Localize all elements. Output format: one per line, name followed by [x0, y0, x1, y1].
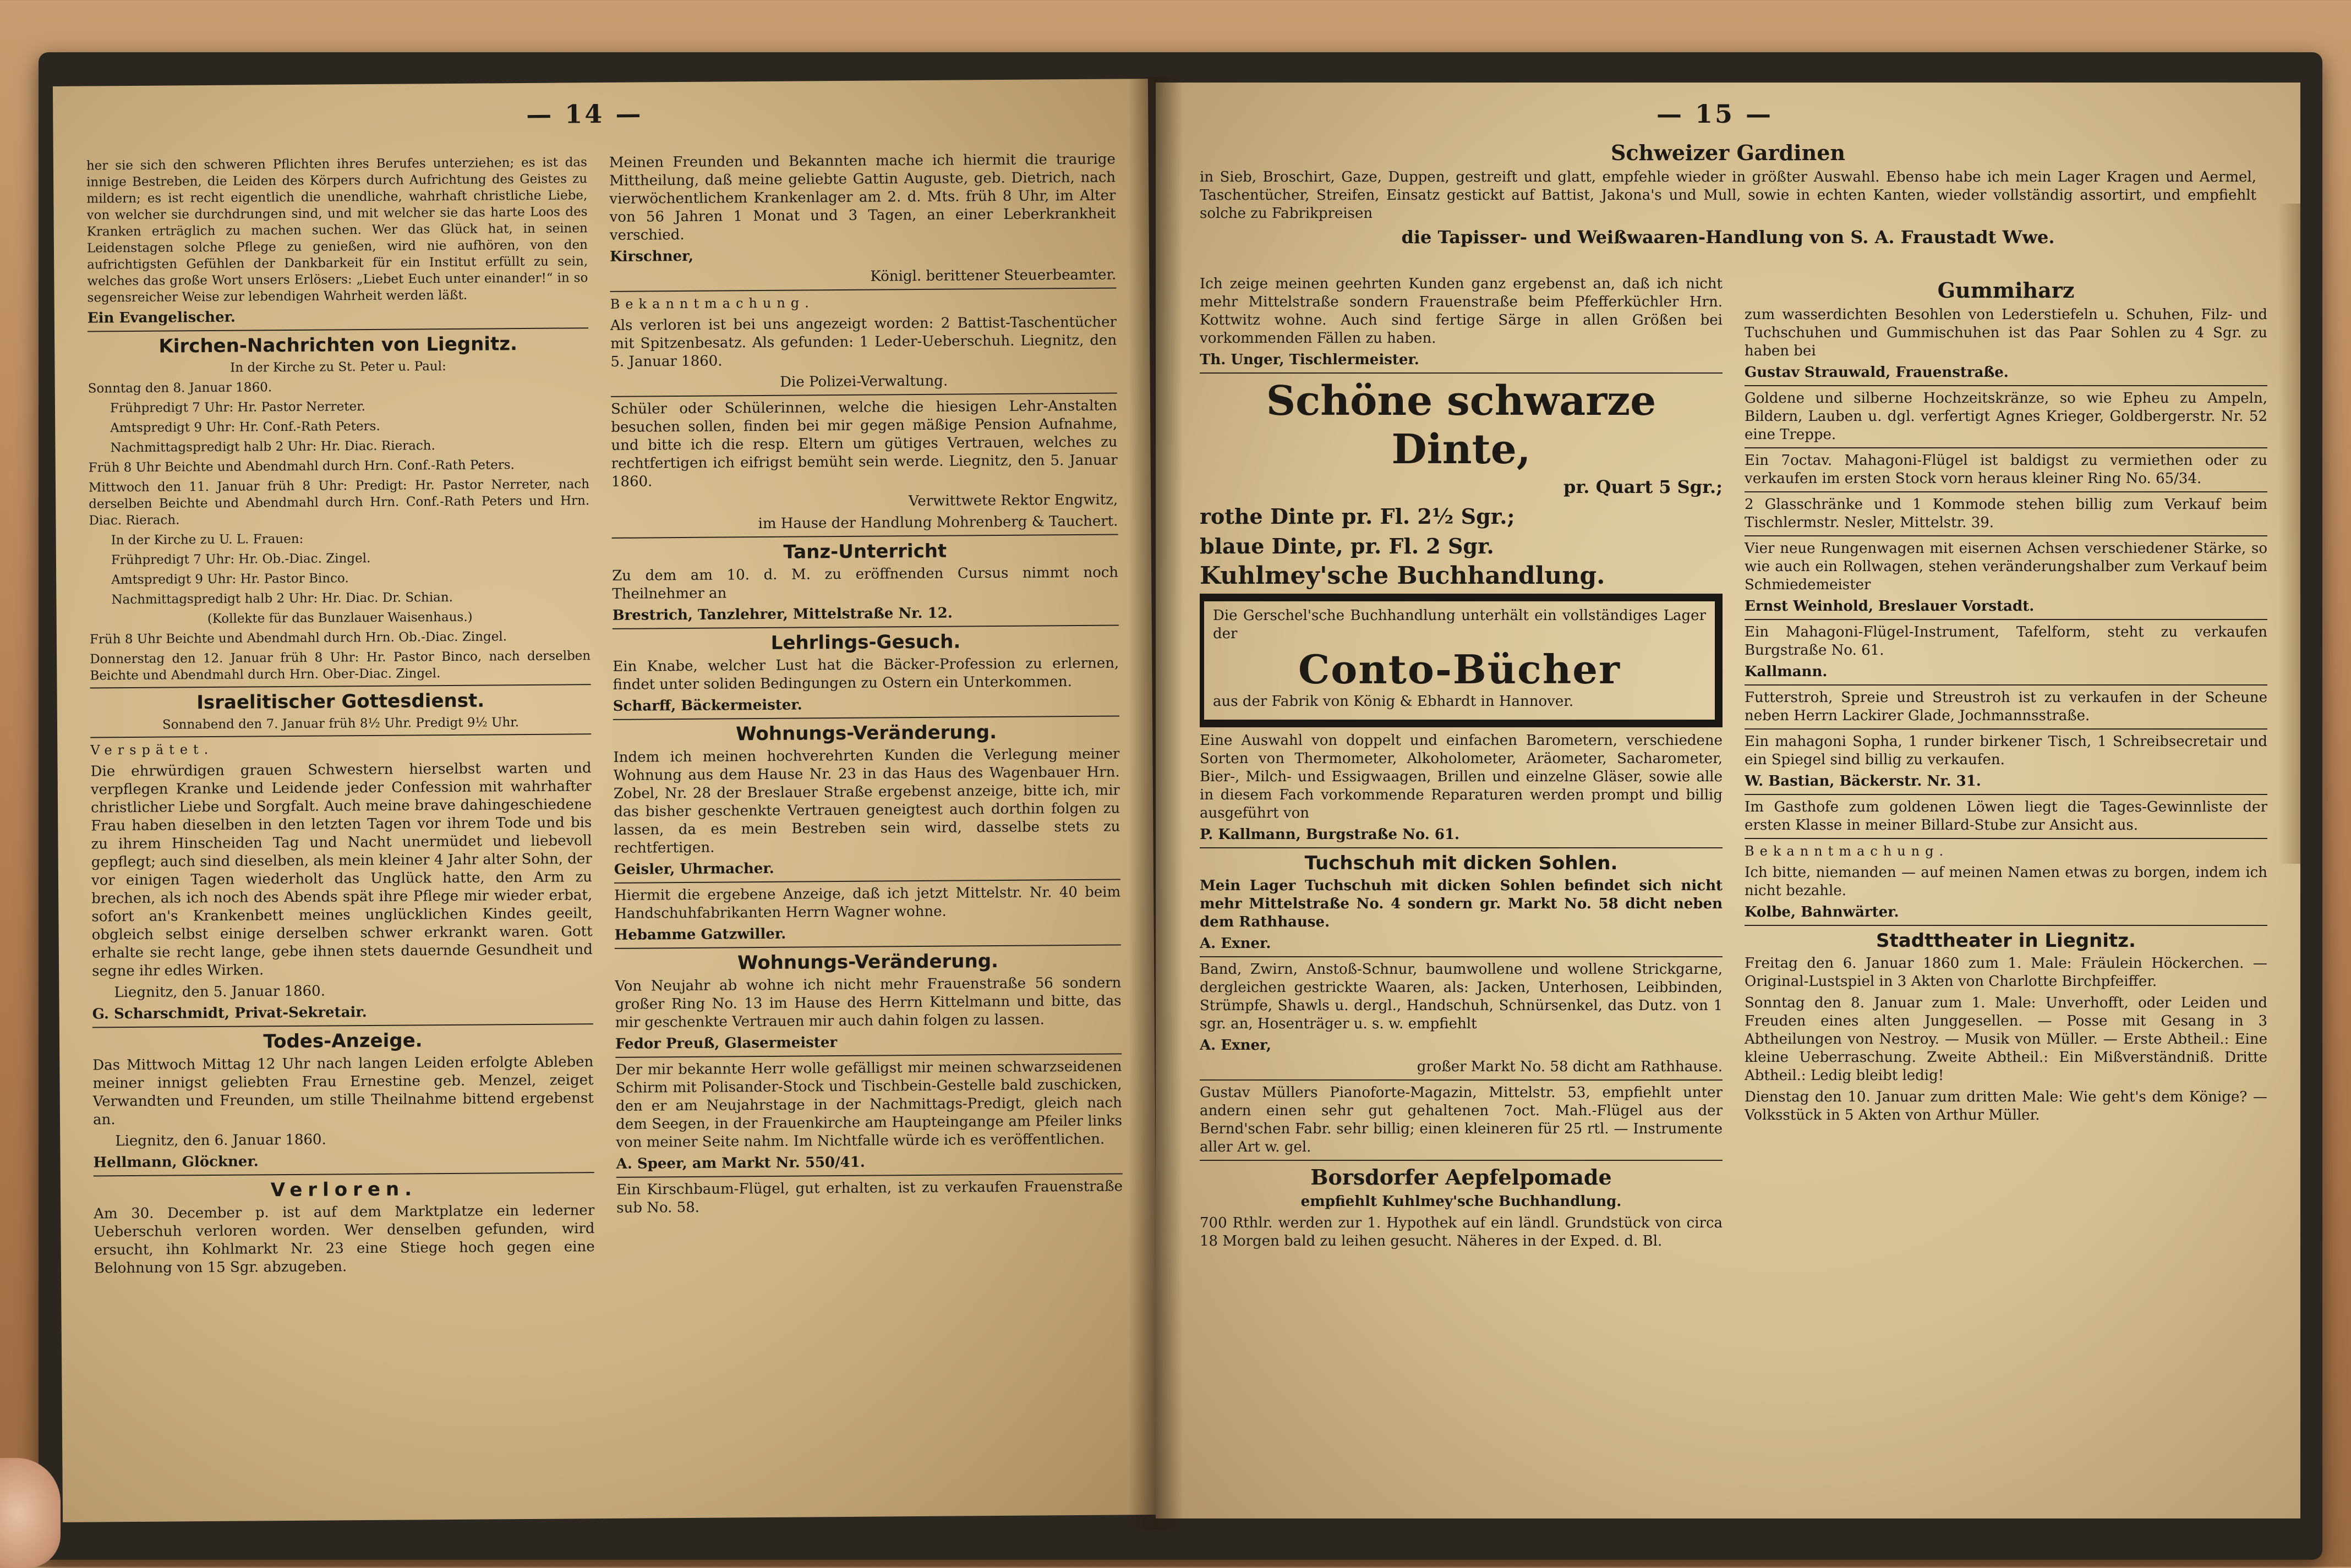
- page-edge: [2278, 204, 2300, 864]
- advert-headline: Schöne schwarze Dinte,: [1266, 377, 1656, 473]
- signature-address: großer Markt No. 58 dicht am Rathhause.: [1417, 1059, 1723, 1075]
- signature: Gustav Strauwald, Frauenstraße.: [1745, 364, 2009, 381]
- signature: die Tapisser- und Weißwaaren-Handlung von S. A. Fraustadt Wwe.: [1401, 227, 2055, 248]
- right-page: [1156, 83, 2300, 1518]
- divider: [88, 327, 588, 332]
- left-column-2: [609, 151, 1123, 1221]
- divider: [1745, 447, 2267, 448]
- signature: W. Bastian, Bäckerstr. Nr. 31.: [1745, 773, 1981, 790]
- signature: Ein Evangelischer.: [87, 309, 236, 327]
- signature: Scharff, Bäckermeister.: [613, 697, 802, 715]
- divider: [611, 392, 1117, 397]
- boxed-advert: [1200, 594, 1723, 727]
- list-item: Amtspredigt 9 Uhr: Hr. Conf.-Rath Peters.: [110, 419, 380, 436]
- signature: Kallmann.: [1745, 664, 1828, 680]
- divider: [612, 534, 1118, 538]
- divider: [92, 1023, 593, 1028]
- divider: [1745, 385, 2267, 386]
- paragraph: Band, Zwirn, Anstoß-Schnur, baumwollene und wollene Strickgarne, dergleichen gestrickte Waaren, als: Jacken, Unterhosen, Leibbinden, Strümpfe, Shawls u. dergl., Handschuh, Schnürsenkel, das Dutz. von 1 sgr. an, Hosenträger u. s. w. empfiehlt: [1200, 961, 1723, 1032]
- date-line: Liegnitz, den 5. Januar 1860.: [114, 983, 326, 1001]
- left-page: [53, 79, 1158, 1522]
- paragraph: Vier neue Rungenwagen mit eisernen Achsen verschiedener Stärke, so wie auch ein Rollwagen, stehen veränderungshalber zum Verkauf beim Schmiedemeister: [1745, 540, 2267, 593]
- list-item: Amtspredigt 9 Uhr: Hr. Pastor Binco.: [111, 571, 349, 588]
- paragraph: Schüler oder Schülerinnen, welche die hiesigen Lehr-Anstalten besuchen sollen, finden bei mir gegen mäßige Pension Aufnahme, und bitte ich die resp. Eltern um gütiges Vertrauen, welches zu rechtfertigen ich eifrigst bemüht sein werde. Liegnitz, den 5. Januar 1860.: [610, 397, 1118, 490]
- paragraph: 700 Rthlr. werden zur 1. Hypothek auf ein ländl. Grundstück von circa 18 Morgen bald zu leihen gesucht. Näheres in der Exped. d. Bl.: [1200, 1215, 1723, 1249]
- divider: [1745, 794, 2267, 795]
- paragraph: Hiermit die ergebene Anzeige, daß ich jetzt Mittelstr. Nr. 40 beim Handschuhfabrikanten Herrn Wagner wohne.: [614, 884, 1121, 922]
- divider: [1200, 1079, 1723, 1081]
- divider: [1745, 838, 2267, 839]
- right-top-banner: [1200, 138, 2256, 251]
- divider: [1745, 491, 2267, 492]
- paragraph: Ein Knabe, welcher Lust hat die Bäcker-Profession zu erlernen, findet unter soliden Bedingungen zu Ostern ein Unterkommen.: [613, 655, 1119, 693]
- heading: Kirchen-Nachrichten von Liegnitz.: [158, 333, 518, 358]
- signature: A. Exner,: [1200, 1037, 1271, 1054]
- paragraph: Ich bitte, niemanden — auf meinen Namen etwas zu borgen, indem ich nicht bezahle.: [1745, 864, 2267, 899]
- paragraph: Ein Mahagoni-Flügel-Instrument, Tafelform, steht zu verkaufen Burgstraße No. 61.: [1745, 624, 2267, 659]
- paragraph: Meinen Freunden und Bekannten mache ich hiermit die traurige Mittheilung, daß meine geliebte Gattin Auguste, geb. Dietrich, nach vierwöchentlichem Krankenlager am 2. d. Mts. früh 8 Uhr, im Alter von 56 Jahren 1 Monat und 3 Tagen, an einer Leberkrankheit verschied.: [609, 151, 1116, 244]
- list-item: Nachmittagspredigt halb 2 Uhr: Hr. Diac. Rierach.: [110, 438, 435, 456]
- paragraph: Im Gasthofe zum goldenen Löwen liegt die Tages-Gewinnliste der ersten Klasse in meiner Billard-Stube zur Ansicht aus.: [1745, 799, 2267, 834]
- signature: G. Scharschmidt, Privat-Sekretair.: [92, 1004, 367, 1023]
- right-column-1: [1200, 275, 1723, 1254]
- paragraph: Der mir bekannte Herr wolle gefälligst mir meinen schwarzseidenen Schirm mit Polisander-Stock und Tischbein-Gestelle bald zuschicken, den er am Neujahrstage in der Nachmittags-Predigt, gleich nach dem Seegen, in der Frauenkirche am Haupteingange am Pfeiler links von meiner Seite nahm. Im Nichtfalle würde ich es veröffentlichen.: [615, 1058, 1123, 1151]
- heading: Tuchschuh mit dicken Sohlen.: [1304, 852, 1618, 874]
- heading: Borsdorfer Aepfelpomade: [1310, 1165, 1612, 1189]
- divider: [1745, 684, 2267, 686]
- signature: Kolbe, Bahnwärter.: [1745, 904, 1899, 920]
- advert-line: rothe Dinte pr. Fl. 2½ Sgr.;: [1200, 504, 1515, 529]
- paragraph: Ein mahagoni Sopha, 1 runder birkener Tisch, 1 Schreibsecretair und ein Spiegel sind billig zu verkaufen.: [1745, 733, 2267, 768]
- date-line: Liegnitz, den 6. Januar 1860.: [115, 1131, 326, 1150]
- paragraph: Von Neujahr ab wohne ich nicht mehr Frauenstraße 56 sondern großer Ring No. 13 im Hause des Herrn Kittelmann und bitte, das mir geschenkte Vertrauen mir auch dahin folgen zu lassen.: [615, 974, 1122, 1031]
- signature: Hellmann, Glöckner.: [93, 1153, 259, 1171]
- divider: [615, 1053, 1122, 1057]
- list-item: Frühpredigt 7 Uhr: Hr. Pastor Nerreter.: [110, 399, 366, 416]
- paragraph: in Sieb, Broschirt, Gaze, Duppen, gestreift und glatt, empfehle wieder in größter Auswahl. Ebenso habe ich mein Lager Kragen und Aermel, Taschentücher, Streifen, Einsatz gestickt auf Battist, Jakona's und Mull, sowie in echten Kanten, wieder vollständig assortirt, und empfiehlt solche zu Fabrikpreisen: [1200, 169, 2256, 222]
- signature-title: im Hause der Handlung Mohrenberg & Tauchert.: [758, 513, 1118, 533]
- list-item: Früh 8 Uhr Beichte und Abendmahl durch Hrn. Conf.-Rath Peters.: [88, 458, 515, 475]
- signature-title: Königl. berittener Steuerbeamter.: [870, 266, 1117, 285]
- signature: A. Speer, am Markt Nr. 550/41.: [616, 1154, 865, 1172]
- signature: Fedor Preuß, Glasermeister: [615, 1034, 838, 1052]
- heading: Verloren.: [270, 1178, 418, 1202]
- paragraph: Die Gerschel'sche Buchhandlung unterhält ein vollständiges Lager der: [1213, 607, 1706, 642]
- signature: Th. Unger, Tischlermeister.: [1200, 352, 1419, 368]
- divider: [615, 944, 1121, 949]
- list-item: Nachmittagspredigt halb 2 Uhr: Hr. Diac. Dr. Schian.: [111, 590, 453, 607]
- heading: Israelitischer Gottesdienst.: [196, 689, 485, 714]
- signature: Hebamme Gatzwiller.: [614, 925, 786, 944]
- heading: Wohnungs-Veränderung.: [736, 721, 997, 745]
- heading: Verspätet.: [90, 741, 214, 758]
- divider: [90, 684, 591, 688]
- signature: P. Kallmann, Burgstraße No. 61.: [1200, 826, 1460, 843]
- divider: [1745, 535, 2267, 536]
- heading: Bekanntmachung.: [610, 295, 814, 312]
- signature: A. Exner.: [1200, 935, 1271, 952]
- book-gutter: [1128, 77, 1183, 1529]
- divider: [616, 1173, 1123, 1177]
- signature: empfiehlt Kuhlmey'sche Buchhandlung.: [1300, 1193, 1622, 1210]
- paragraph: zum wasserdichten Besohlen von Lederstiefeln u. Schuhen, Filz- und Tuchschuhen und Gummischuhen ist das Paar Sohlen zu 4 Sgr. zu haben bei: [1745, 306, 2267, 359]
- right-column-2: [1745, 275, 2267, 1128]
- list-item: In der Kirche zu U. L. Frauen:: [111, 531, 304, 548]
- signature: Verwittwete Rektor Engwitz,: [908, 491, 1118, 510]
- left-column-1: [86, 154, 595, 1281]
- divider: [94, 1172, 594, 1176]
- advert-line: pr. Quart 5 Sgr.;: [1563, 476, 1723, 497]
- paragraph: aus der Fabrik von König & Ebhardt in Hannover.: [1213, 693, 1574, 710]
- paragraph: Ein 7octav. Mahagoni-Flügel ist baldigst zu vermiethen oder zu verkaufen im ersten Stock vorn heraus kleiner Ring No. 65/34.: [1745, 452, 2267, 487]
- divider: [614, 879, 1120, 883]
- paragraph: Eine Auswahl von doppelt und einfachen Barometern, verschiedene Sorten von Thermometer, Alkoholometer, Aräometer, Sacharometer, Bier-, Milch- und Essigwaagen, Brillen und einzelne Gläser, sowie alle in diesem Fach vorkommende Reparaturen werden prompt und billig ausgeführt von: [1200, 732, 1723, 821]
- paragraph: Freitag den 6. Januar 1860 zum 1. Male: Fräulein Höckerchen. — Original-Lustspiel in 3 Akten von Charlotte Birchpfeiffer.: [1745, 955, 2267, 990]
- subheading: In der Kirche zu St. Peter u. Paul:: [230, 359, 446, 375]
- list-item: Frühpredigt 7 Uhr: Hr. Ob.-Diac. Zingel.: [111, 551, 371, 568]
- paragraph: Die ehrwürdigen grauen Schwestern hierselbst warten und verpflegen Kranke und Leidende jeder Confession mit wahrhafter christlicher Liebe und Sorgfalt. Auch meine brave dahingeschiedene Frau haben dieselben in den letzten Tagen vor ihrem Tode und bis zu ihrem Hinscheiden Tag und Nacht unermüdet und liebevoll gepflegt; auch sind dieselben, als mein kleiner 4 Jahr alter Sohn, der vor einigen Tagen wiederholt das Unglück hatte, den Arm zu brechen, als ich noch des Abends spät ihre Pflege mir wieder erbat, sofort an's Krankenbett meines unglücklichen Kindes geeilt, obgleich selbst einige derselben schwer erkrankt waren. Gott erhalte sie recht lange, gebe ihnen stets dauernde Gesundheit und segne ihr edles Wirken.: [90, 760, 593, 980]
- list-item: Donnerstag den 12. Januar früh 8 Uhr: Hr. Pastor Binco, nach derselben Beichte und Abendmahl durch Hrn. Ober-Diac. Zingel.: [90, 649, 591, 683]
- paragraph: Ein Kirschbaum-Flügel, gut erhalten, ist zu verkaufen Frauenstraße sub No. 58.: [616, 1178, 1123, 1216]
- paragraph: Gustav Müllers Pianoforte-Magazin, Mittelstr. 53, empfiehlt unter andern einen sehr gut gehaltenen 7oct. Mah.-Flügel aus der Bernd'schen Fabr. sehr billig; einen kleineren für 25 rtl. — Instrumente aller Art w. gel.: [1200, 1084, 1723, 1155]
- page-number: — 14 —: [526, 98, 643, 129]
- paragraph: Goldene und silberne Hochzeitskränze, so wie Epheu zu Ampeln, Bildern, Lauben u. dgl. verfertigt Agnes Krieger, Goldbergerstr. Nr. 52 eine Treppe.: [1745, 390, 2267, 443]
- divider: [613, 624, 1119, 629]
- heading: Wohnungs-Veränderung.: [737, 950, 999, 974]
- heading: Gummiharz: [1937, 278, 2075, 303]
- paragraph: 2 Glasschränke und 1 Kommode stehen billig zum Verkauf beim Tischlermstr. Nesler, Mittelstr. 39.: [1745, 496, 2267, 531]
- signature: Die Polizei-Verwaltung.: [780, 372, 948, 391]
- paragraph: Das Mittwoch Mittag 12 Uhr nach langen Leiden erfolgte Ableben meiner innigst geliebten Frau Ernestine geb. Menzel, zeiget Verwandten und Freunden, um stille Theilnahme bittend ergebenst an.: [92, 1054, 594, 1128]
- divider: [1200, 847, 1723, 848]
- paragraph: Am 30. December p. ist auf dem Marktplatze ein lederner Ueberschuh verloren worden. Wer denselben gefunden, wird ersucht, ihn Kohlmarkt Nr. 23 eine Stiege hoch gegen eine Belohnung von 15 Sgr. abzugeben.: [94, 1202, 595, 1277]
- signature: Kirschner,: [609, 248, 694, 265]
- paragraph: Zu dem am 10. d. M. zu eröffnenden Cursus nimmt noch Theilnehmer an: [612, 564, 1119, 602]
- advert-headline: Conto-Bücher: [1298, 646, 1621, 693]
- heading: Lehrlings-Gesuch.: [770, 631, 961, 654]
- divider: [613, 715, 1119, 720]
- divider: [1200, 1160, 1723, 1161]
- divider: [1745, 619, 2267, 620]
- divider: [1745, 925, 2267, 926]
- heading: Tanz-Unterricht: [783, 540, 947, 563]
- advert-line: blaue Dinte, pr. Fl. 2 Sgr.: [1200, 534, 1494, 558]
- page-number: — 15 —: [1656, 99, 1774, 129]
- list-item: Sonntag den 8. Januar 1860.: [88, 380, 272, 396]
- paragraph: Dienstag den 10. Januar zum dritten Male: Wie geht's dem Könige? — Volksstück in 5 Akten von Arthur Müller.: [1745, 1089, 2267, 1123]
- signature: Ernst Weinhold, Breslauer Vorstadt.: [1745, 598, 2035, 615]
- divider: [1200, 956, 1723, 957]
- signature: Brestrich, Tanzlehrer, Mittelstraße Nr. 12.: [612, 605, 953, 624]
- heading: Stadttheater in Liegnitz.: [1876, 930, 2136, 952]
- paragraph: Sonntag den 8. Januar zum 1. Male: Unverhofft, oder Leiden und Freuden eines alten Junggesellen. — Posse mit Gesang in 3 Abtheilungen von Nestroy. — Musik von Müller. — Erste Abtheil.: Eine kleine Ueberraschung. Zweite Abtheil.: Ein Mißverständniß. Dritte Abtheil.: Ledig bleibt ledig!: [1745, 995, 2267, 1084]
- heading: Schweizer Gardinen: [1610, 140, 1846, 165]
- paragraph: Ich zeige meinen geehrten Kunden ganz ergebenst an, daß ich nicht mehr Mittelstraße sondern Frauenstraße beim Pfefferküchler Hrn. Kottwitz wohne. Auch sind fertige Särge in allen Größen bei vorkommenden Fällen zu haben.: [1200, 276, 1723, 347]
- paragraph: Mein Lager Tuchschuh mit dicken Sohlen befindet sich nicht mehr Mittelstraße No. 4 sondern gr. Markt No. 58 dicht neben dem Rathhause.: [1200, 878, 1723, 930]
- subheading: Sonnabend den 7. Januar früh 8½ Uhr. Predigt 9½ Uhr.: [162, 715, 520, 732]
- paragraph: Futterstroh, Spreie und Streustroh ist zu verkaufen in der Scheune neben Herrn Lackirer Glade, Jochmannsstraße.: [1745, 689, 2267, 724]
- divider: [1745, 728, 2267, 730]
- list-item: Früh 8 Uhr Beichte und Abendmahl durch Hrn. Ob.-Diac. Zingel.: [89, 629, 507, 647]
- signature: Kuhlmey'sche Buchhandlung.: [1200, 562, 1605, 590]
- signature: Geisler, Uhrmacher.: [614, 860, 774, 878]
- paragraph: Indem ich meinen hochverehrten Kunden die Verlegung meiner Wohnung aus dem Hause Nr. 23 in das Haus des Wagenbauer Hrn. Zobel, Nr. 28 der Breslauer Straße ergebenst anzeige, bitte ich, mir das bisher geschenkte Vertrauen geneigtest auch dorthin folgen zu lassen, da es mein Bestreben sein wird, dasselbe stets zu rechtfertigen.: [613, 745, 1120, 857]
- heading: Bekanntmachung.: [1745, 843, 1949, 859]
- paragraph: Als verloren ist bei uns angezeigt worden: 2 Battist-Taschentücher mit Spitzenbesatz. Als gefunden: 1 Leder-Ueberschuh. Liegnitz, den 5. Januar 1860.: [610, 314, 1117, 370]
- divider: [1200, 372, 1723, 374]
- divider: [610, 287, 1117, 292]
- paragraph: her sie sich den schweren Pflichten ihres Berufes unterziehen; es ist das innige Bestreben, die Leiden des Körpers durch Aufrichtung des Geistes zu mildern; es ist recht eigentlich die unendliche, wahrhaft christliche Liebe, von welcher sie durchdrungen sind, und mit welcher sie das harte Loos des Kranken erträglich zu machen suchen. Wer das Glück hat, in seinen Leidenstagen solche Pflege zu genießen, wird nie aufhören, von den aufrichtigsten Gefühlen der Dankbarkeit für ein Institut erfüllt zu sein, welches das große Wort unsers Erlösers: „Liebet Euch unter einander!“ in so segensreicher Weise zur lebendigen Wahrheit werden läßt.: [86, 155, 588, 305]
- list-item: Mittwoch den 11. Januar früh 8 Uhr: Predigt: Hr. Pastor Nerreter, nach derselben Beichte und Abendmahl durch Hrn. Conf.-Rath Peters und Hrn. Diac. Rierach.: [88, 477, 590, 528]
- list-item: (Kollekte für das Bunzlauer Waisenhaus.): [207, 610, 473, 627]
- heading: Todes-Anzeige.: [263, 1029, 423, 1053]
- divider: [90, 733, 591, 738]
